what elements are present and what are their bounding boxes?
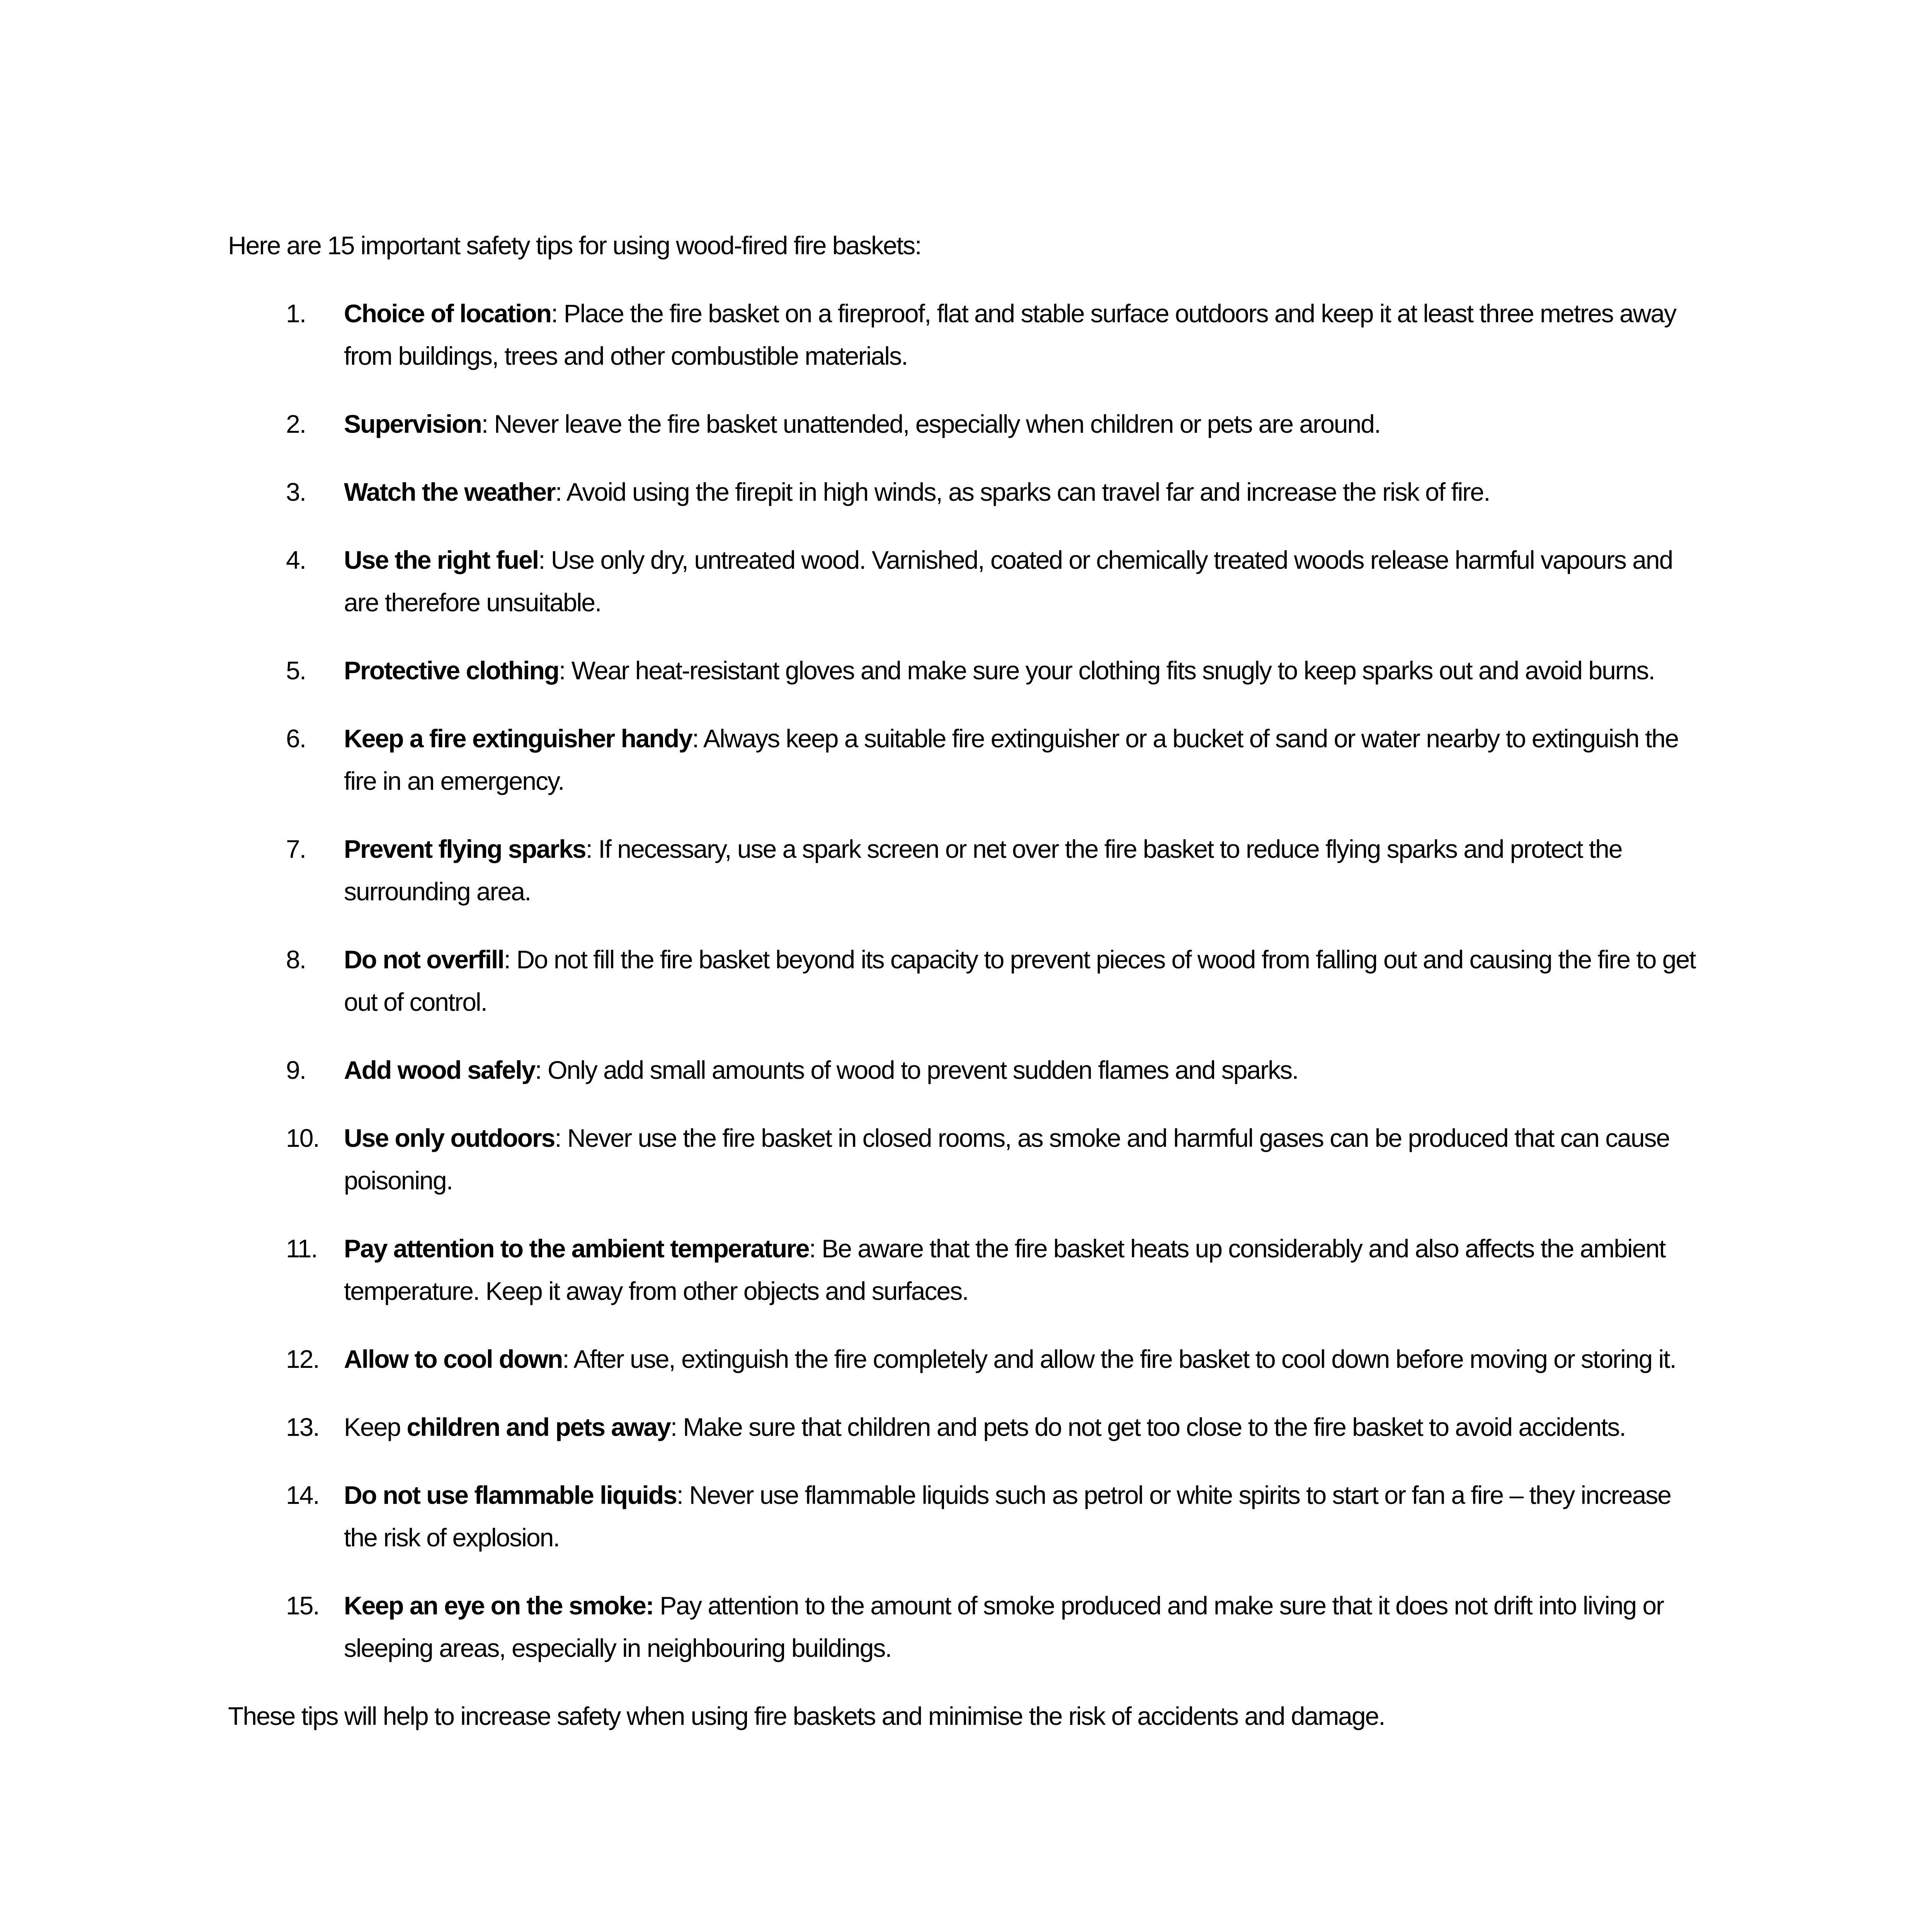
item-text: : Wear heat-resistant gloves and make sure your clothing fits snugly to keep sparks out and avoid burns.	[559, 656, 1655, 685]
safety-tips-list	[228, 292, 1704, 1669]
item-title: Use only outdoors	[344, 1124, 555, 1152]
list-item	[228, 938, 1704, 1023]
item-text: : Make sure that children and pets do not get too close to the fire basket to avoid accidents.	[670, 1413, 1626, 1441]
item-title: Use the right fuel	[344, 546, 539, 574]
item-title: Keep a fire extinguisher handy	[344, 724, 692, 753]
item-text: : Only add small amounts of wood to prevent sudden flames and sparks.	[535, 1056, 1298, 1084]
item-title: Protective clothing	[344, 656, 559, 685]
item-text: : Use only dry, untreated wood. Varnished, coated or chemically treated woods release harmful vapours and are therefore unsuitable.	[344, 546, 1673, 617]
outro-paragraph: These tips will help to increase safety when using fire baskets and minimise the risk of accidents and damage.	[228, 1702, 1385, 1730]
list-item	[228, 1049, 1704, 1091]
item-number: 6.	[286, 724, 306, 753]
item-number: 9.	[286, 1056, 306, 1084]
item-prefix: Keep	[344, 1413, 407, 1441]
item-number: 7.	[286, 835, 306, 863]
item-title: children and pets away	[407, 1413, 670, 1441]
item-title: Choice of location	[344, 299, 551, 328]
item-number: 11.	[286, 1234, 317, 1263]
item-text: : Never leave the fire basket unattended, especially when children or pets are around.	[481, 410, 1381, 438]
item-title: Watch the weather	[344, 478, 555, 506]
item-title: Keep an eye on the smoke:	[344, 1591, 653, 1620]
item-text: : Never use flammable liquids such as petrol or white spirits to start or fan a fire – they increase the risk of explosion.	[344, 1481, 1671, 1552]
item-text: : After use, extinguish the fire completely and allow the fire basket to cool down before moving or storing it.	[562, 1345, 1676, 1373]
list-item	[228, 1406, 1704, 1448]
item-number: 2.	[286, 410, 306, 438]
list-item	[228, 649, 1704, 692]
item-title: Do not use flammable liquids	[344, 1481, 677, 1509]
list-item	[228, 403, 1704, 445]
item-number: 1.	[286, 299, 306, 328]
list-item	[228, 292, 1704, 377]
list-item	[228, 1584, 1704, 1669]
list-item	[228, 1338, 1704, 1380]
item-number: 12.	[286, 1345, 319, 1373]
item-text: : Always keep a suitable fire extinguisher or a bucket of sand or water nearby to extinguish the fire in an emergency.	[344, 724, 1679, 795]
item-number: 15.	[286, 1591, 319, 1620]
list-item	[228, 717, 1704, 802]
item-text: : If necessary, use a spark screen or net over the fire basket to reduce flying sparks and protect the surrounding area.	[344, 835, 1622, 906]
item-text: Pay attention to the amount of smoke produced and make sure that it does not drift into living or sleeping areas, especially in neighbouring buildings.	[344, 1591, 1664, 1662]
item-title: Supervision	[344, 410, 481, 438]
item-number: 13.	[286, 1413, 319, 1441]
item-number: 10.	[286, 1124, 319, 1152]
item-title: Allow to cool down	[344, 1345, 563, 1373]
list-item	[228, 471, 1704, 513]
item-title: Prevent flying sparks	[344, 835, 586, 863]
intro-paragraph: Here are 15 important safety tips for using wood-fired fire baskets:	[228, 231, 921, 260]
list-item	[228, 828, 1704, 913]
item-text: : Never use the fire basket in closed rooms, as smoke and harmful gases can be produced that can cause poisoning.	[344, 1124, 1670, 1195]
list-item	[228, 539, 1704, 624]
item-title: Pay attention to the ambient temperature	[344, 1234, 809, 1263]
item-text: : Do not fill the fire basket beyond its capacity to prevent pieces of wood from falling out and causing the fire to get out of control.	[344, 945, 1696, 1016]
item-number: 3.	[286, 478, 306, 506]
item-text: : Be aware that the fire basket heats up considerably and also affects the ambient temperature. Keep it away from other objects and surfaces.	[344, 1234, 1665, 1305]
item-title: Do not overfill	[344, 945, 504, 974]
item-text: : Avoid using the firepit in high winds, as sparks can travel far and increase the risk of fire.	[555, 478, 1490, 506]
list-item	[228, 1474, 1704, 1559]
item-title: Add wood safely	[344, 1056, 535, 1084]
item-number: 14.	[286, 1481, 319, 1509]
item-text: : Place the fire basket on a fireproof, flat and stable surface outdoors and keep it at least three metres away from buildings, trees and other combustible materials.	[344, 299, 1676, 370]
item-number: 5.	[286, 656, 306, 685]
list-item	[228, 1227, 1704, 1312]
list-item	[228, 1117, 1704, 1202]
item-number: 4.	[286, 546, 306, 574]
item-number: 8.	[286, 945, 306, 974]
